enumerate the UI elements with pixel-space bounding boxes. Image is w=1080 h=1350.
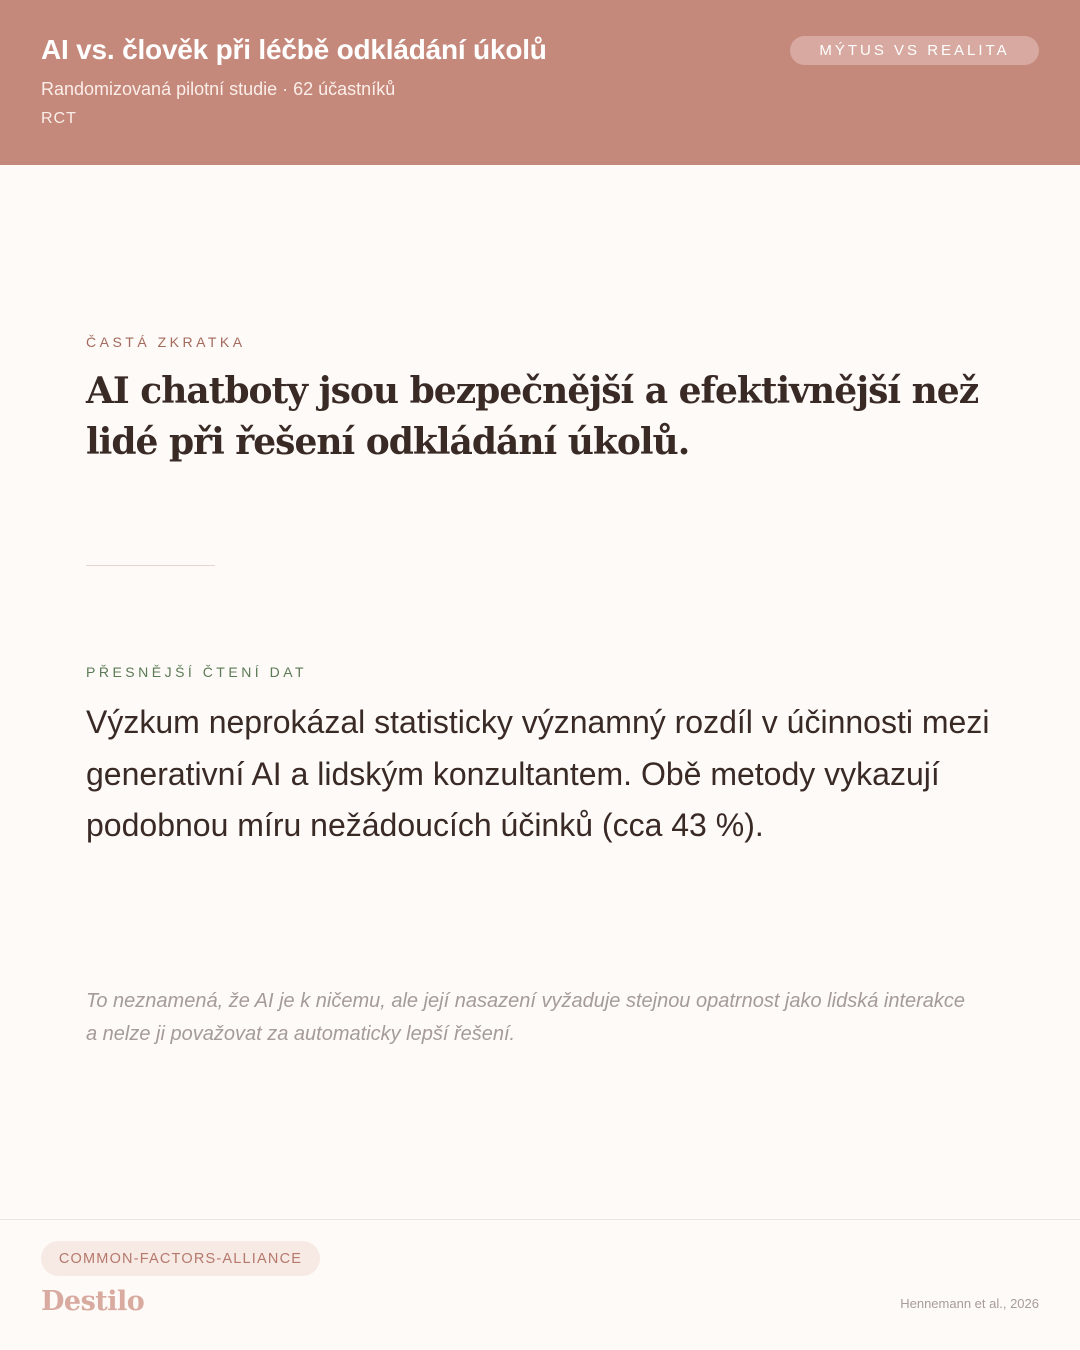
study-type-tag: RCT [41,110,77,127]
page-subtitle: Randomizovaná pilotní studie · 62 účastníků [41,79,396,99]
page-title: AI vs. člověk při léčbě odkládání úkolů [41,34,547,65]
footer-divider [0,1219,1080,1220]
reality-statement: Výzkum neprokázal statisticky významný rozdíl v účinnosti mezi generativní AI a lidským konzultantem. Obě metody vykazují podobnou míru nežádoucích účinků (cca 43 %). [86,704,990,843]
reality-label: PŘESNĚJŠÍ ČTENÍ DAT [86,664,308,680]
topic-chip: COMMON-FACTORS-ALLIANCE [41,1241,320,1276]
source-citation: Hennemann et al., 2026 [900,1296,1039,1311]
header-banner [0,0,1080,165]
myth-statement: AI chatboty jsou bezpečnější a efektivnější než lidé při řešení odkládání úkolů. [86,370,979,463]
section-divider [86,565,215,566]
note-text: To neznamená, že AI je k ničemu, ale její nasazení vyžaduje stejnou opatrnost jako lidská interakce a nelze ji považovat za automaticky lepší řešení. [86,990,966,1045]
category-badge: MÝTUS VS REALITA [790,36,1039,65]
myth-label: ČASTÁ ZKRATKA [86,334,246,350]
brand-logo: Destilo [41,1286,145,1317]
